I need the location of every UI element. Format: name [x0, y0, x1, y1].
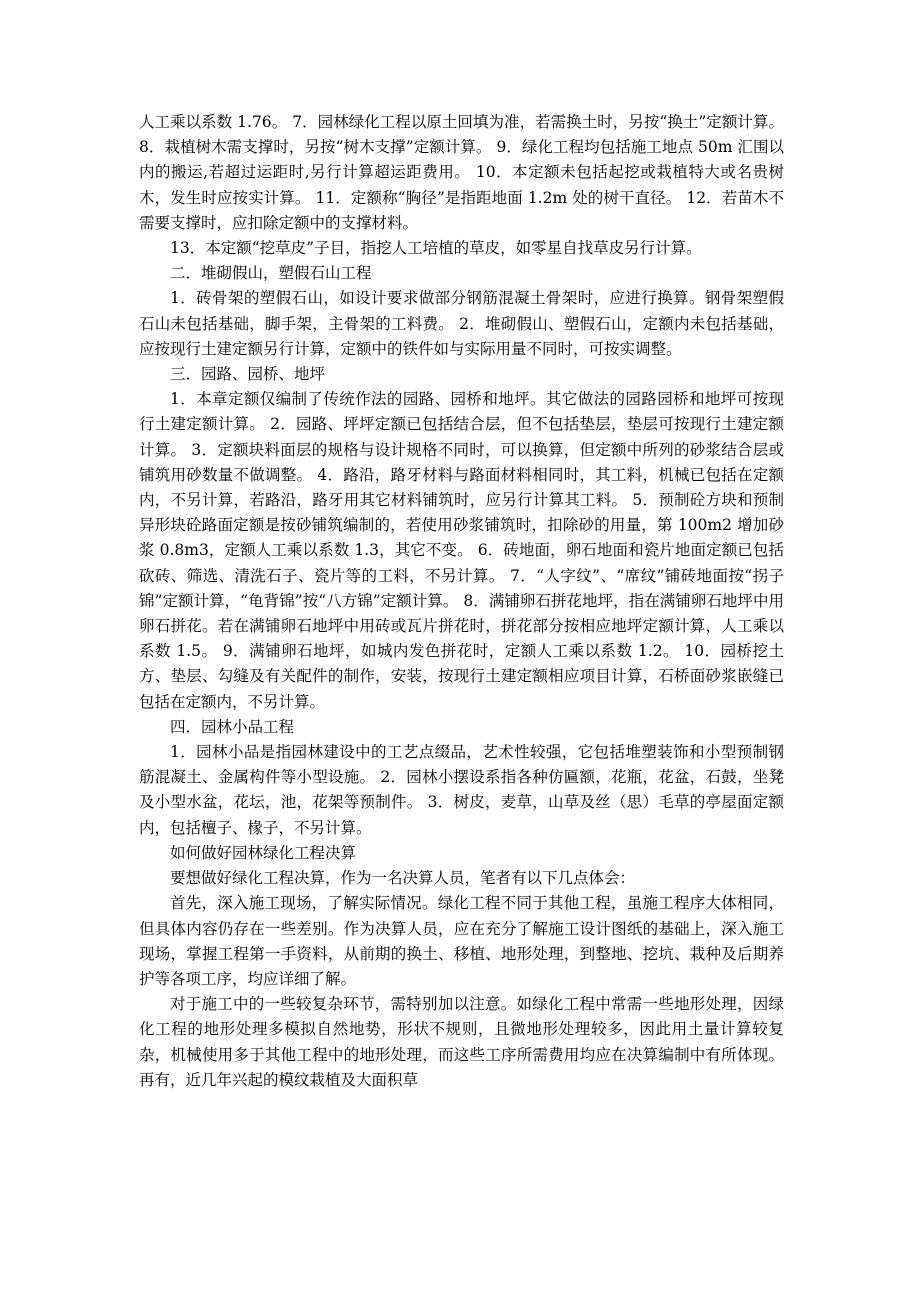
section-heading-features: 四．园林小品工程 [170, 717, 295, 736]
paragraph-intro: 要想做好绿化工程决算，作为一名决算人员，笔者有以下几点体会： [170, 869, 636, 888]
paragraph-rockery: 1．砖骨架的塑假石山，如设计要求做部分钢筋混凝土骨架时，应进行换算。钢骨架塑假石山未包括基础，脚手架，主骨架的工料费。 2．堆砌假山、塑假石山，定额内未包括基础，应按现行土建定额另行计算，定额中的铁件如与实际用量不同时，可按实调整。 [139, 289, 784, 358]
document-page [139, 110, 784, 1093]
paragraph-paths: 1．本章定额仅编制了传统作法的园路、园桥和地坪。其它做法的园路园桥和地坪可按现行土建定额计算。 2．园路、坪坪定额已包括结合层，但不包括垫层，垫层可按现行土建定额计算。 3．定额块料面层的规格与设计规格不同时，可以换算，但定额中所列的砂浆结合层或铺筑用砂数量不做调整。 4．路沿，路牙材料与路面材料相同时，其工料，机械已包括在定额内，不另计算，若路沿，路牙用其它材料铺筑时，应另行计算其工料。 5．预制砼方块和预制异形块砼路面定额是按砂铺筑编制的，若使用砂浆铺筑时，扣除砂的用量，第 100m2 增加砂浆 0.8m3，定额人工乘以系数 1.3，其它不变。 6．砖地面，卵石地面和瓷片地面定额已包括砍砖、筛选、清洗石子、瓷片等的工料，不另计算。 7．“人字纹”、“席纹”铺砖地面按“拐子锦”定额计算，“龟背锦”按“八方锦”定额计算。 8．满铺卵石拼花地坪，指在满铺卵石地坪中用卵石拼花。若在满铺卵石地坪中用砖或瓦片拼花时，拼花部分按相应地坪定额计算，人工乘以系数 1.5。 9．满铺卵石地坪，如城内发色拼花时，定额人工乘以系数 1.2。 10．园桥挖土方、垫层、勾缝及有关配件的制作，安装，按现行土建定额相应项目计算，石桥面砂浆嵌缝已包括在定额内，不另计算。 [139, 390, 784, 711]
paragraph-continuation: 人工乘以系数 1.76。 7．园林绿化工程以原土回填为准，若需换土时，另按“换土”定额计算。 8．栽植树木需支撑时，另按“树木支撑”定额计算。 9．绿化工程均包括施工地点 50m 汇围以内的搬运,若超过运距时,另行计算超运距费用。 10．本定额未包括起挖或栽植特大或名贵树木，发生时应按实计算。 11．定额称“胸径”是指距地面 1.2m 处的树干直径。 12．若苗木不需要支撑时，应扣除定额中的支撑材料。 [139, 113, 784, 232]
paragraph-complex: 对于施工中的一些较复杂环节，需特别加以注意。如绿化工程中常需一些地形处理，因绿化工程的地形处理多模拟自然地势，形状不规则，且微地形处理较多，因此用土量计算较复杂，机械使用多于其他工程中的地形处理，而这些工序所需费用均应在决算编制中有所体现。再有，近几年兴起的模纹栽植及大面积草 [139, 995, 784, 1089]
section-heading-settlement: 如何做好园林绿化工程决算 [170, 843, 357, 862]
section-heading-paths: 三．园路、园桥、地坪 [170, 365, 326, 384]
paragraph-first: 首先，深入施工现场，了解实际情况。绿化工程不同于其他工程，虽施工程序大体相同，但具体内容仍存在一些差别。作为决算人员，应在充分了解施工设计图纸的基础上，深入施工现场，掌握工程第一手资料，从前期的换土、移植、地形处理，到整地、挖坑、栽种及后期养护等各项工序，均应详细了解。 [139, 894, 784, 988]
paragraph-features: 1．园林小品是指园林建设中的工艺点缀品，艺术性较强，它包括堆塑装饰和小型预制钢筋混凝土、金属构件等小型设施。 2．园林小摆设系指各种仿匾额，花瓶，花盆，石鼓，坐凳及小型水盆，花坛，池，花架等预制件。 3．树皮，麦草，山草及丝（思）毛草的亭屋面定额内，包括檀子、椽子，不另计算。 [139, 743, 784, 837]
section-heading-rockery: 二．堆砌假山，塑假石山工程 [170, 264, 372, 283]
paragraph-13: 13．本定额“挖草皮”子目，指挖人工培植的草皮，如零星自找草皮另行计算。 [170, 239, 702, 258]
